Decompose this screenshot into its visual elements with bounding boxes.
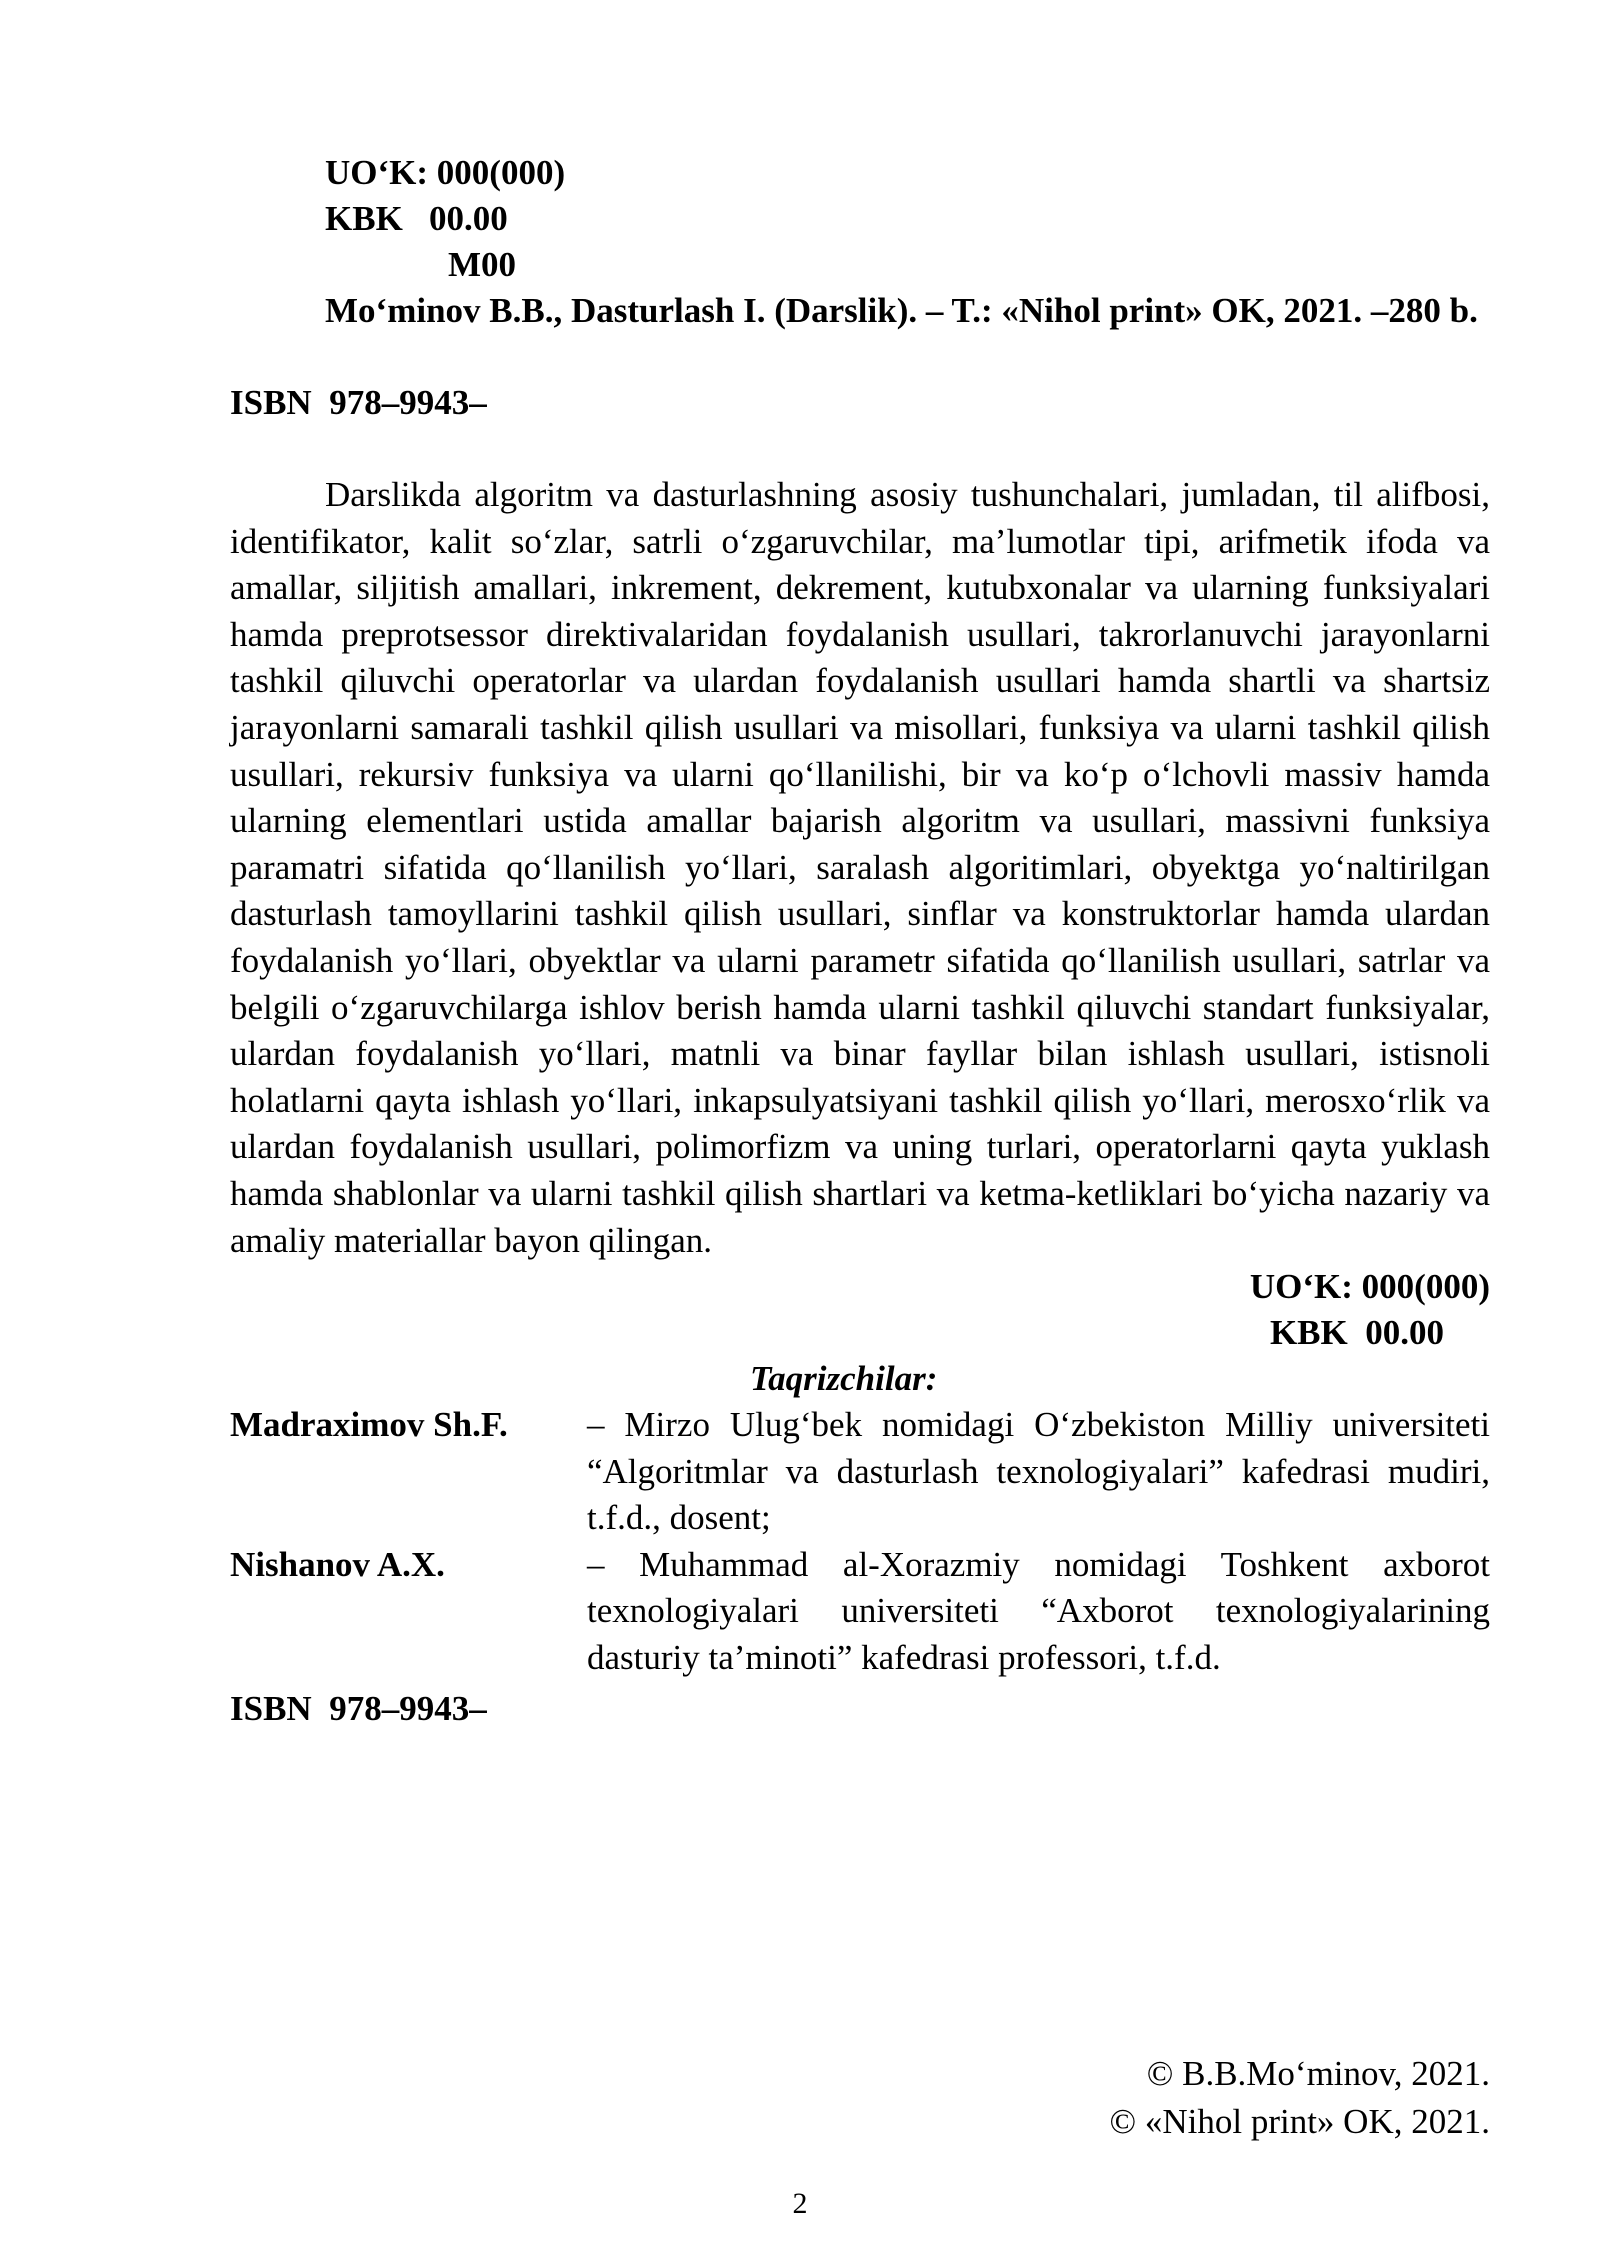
page-content xyxy=(230,150,1490,1732)
isbn-bottom: ISBN 978–9943– xyxy=(230,1688,487,1728)
copyright-publisher: © «Nihol print» OK, 2021. xyxy=(1109,2102,1490,2141)
author-mark: M00 xyxy=(448,245,517,284)
reviewer-description: – Muhammad al-Xorazmiy nomidagi Toshkent axborot texnologiyalari universiteti “Axborot texnologiyalarining dasturiy ta’minoti” kafedrasi professori, t.f.d. xyxy=(587,1544,1490,1678)
kbk-code: KBK 00.00 xyxy=(325,199,508,238)
reviewer-description: – Mirzo Ulug‘bek nomidagi O‘zbekiston Milliy universiteti “Algoritmlar va dasturlash texnologiyalari” kafedrasi mudiri, t.f.d., dosent; xyxy=(587,1405,1490,1538)
copyright-author: © B.B.Mo‘minov, 2021. xyxy=(1146,2054,1490,2093)
abstract-paragraph: Darslikda algoritm va dasturlashning asosiy tushunchalari, jumladan, til alifbosi, identifikator, kalit so‘zlar, satrli o‘zgaruvchilar, ma’lumotlar tipi, arifmetik ifoda va amallar, siljitish amallari, inkrement, dekrement, kutubxonalar va ularning funksiyalari hamda preprotsessor direktivalaridan foydalanish usullari, takrorlanuvchi jarayonlarni tashkil qiluvchi operatorlar va ulardan foydalanish usullari hamda shartli va shartsiz jarayonlarni samarali tashkil qilish usullari va misollari, funksiya va ularni tashkil qilish usullari, rekursiv funksiya va ularni qo‘llanilishi, bir va ko‘p o‘lchovli massiv hamda ularning elementlari ustida amallar bajarish algoritm va usullari, massivni funksiya paramatri sifatida qo‘llanilish yo‘llari, saralash algoritimlari, obyektga yo‘naltirilgan dasturlash tamoyllarini tashkil qilish usullari, sinflar va konstruktorlar hamda ulardan foydalanish yo‘llari, obyektlar va ularni parametr sifatida qo‘llanilish usullari, satrlar va belgili o‘zgaruvchilarga ishlov berish hamda ularni tashkil qiluvchi standart funksiyalar, ulardan foydalanish yo‘llari, matnli va binar fayllar bilan ishlash usullari, istisnoli holatlarni qayta ishlash yo‘llari, inkapsulyatsiyani tashkil qilish yo‘llari, merosxo‘rlik va ulardan foydalanish usullari, polimorfizm va uning turlari, operatorlarni qayta yuklash hamda shablonlar va ularni tashkil qilish shartlari va ketma-ketliklari bo‘yicha nazariy va amaliy materiallar bayon qilingan. xyxy=(230,475,1490,1260)
udc-code: UO‘K: 000(000) xyxy=(325,153,566,192)
copyright-block xyxy=(1110,2050,1490,2146)
reviewer-entry xyxy=(230,1542,1490,1682)
page-number: 2 xyxy=(792,2187,808,2220)
isbn-top: ISBN 978–9943– xyxy=(230,383,487,422)
classification-codes-right xyxy=(230,1264,1490,1356)
reviewer-name: Madraximov Sh.F. xyxy=(230,1405,508,1445)
reviewers-heading: Taqrizchilar: xyxy=(750,1359,938,1399)
reviewer-name: Nishanov A.X. xyxy=(230,1544,445,1584)
bibliographic-citation: Mo‘minov B.B., Dasturlash I. (Darslik). – T.: «Nihol print» OK, 2021. –280 b. xyxy=(325,291,1478,330)
reviewer-entry xyxy=(230,1402,1490,1542)
udc-code-right: UO‘K: 000(000) xyxy=(1249,1267,1490,1307)
kbk-code-right: KBK 00.00 xyxy=(1269,1313,1444,1353)
